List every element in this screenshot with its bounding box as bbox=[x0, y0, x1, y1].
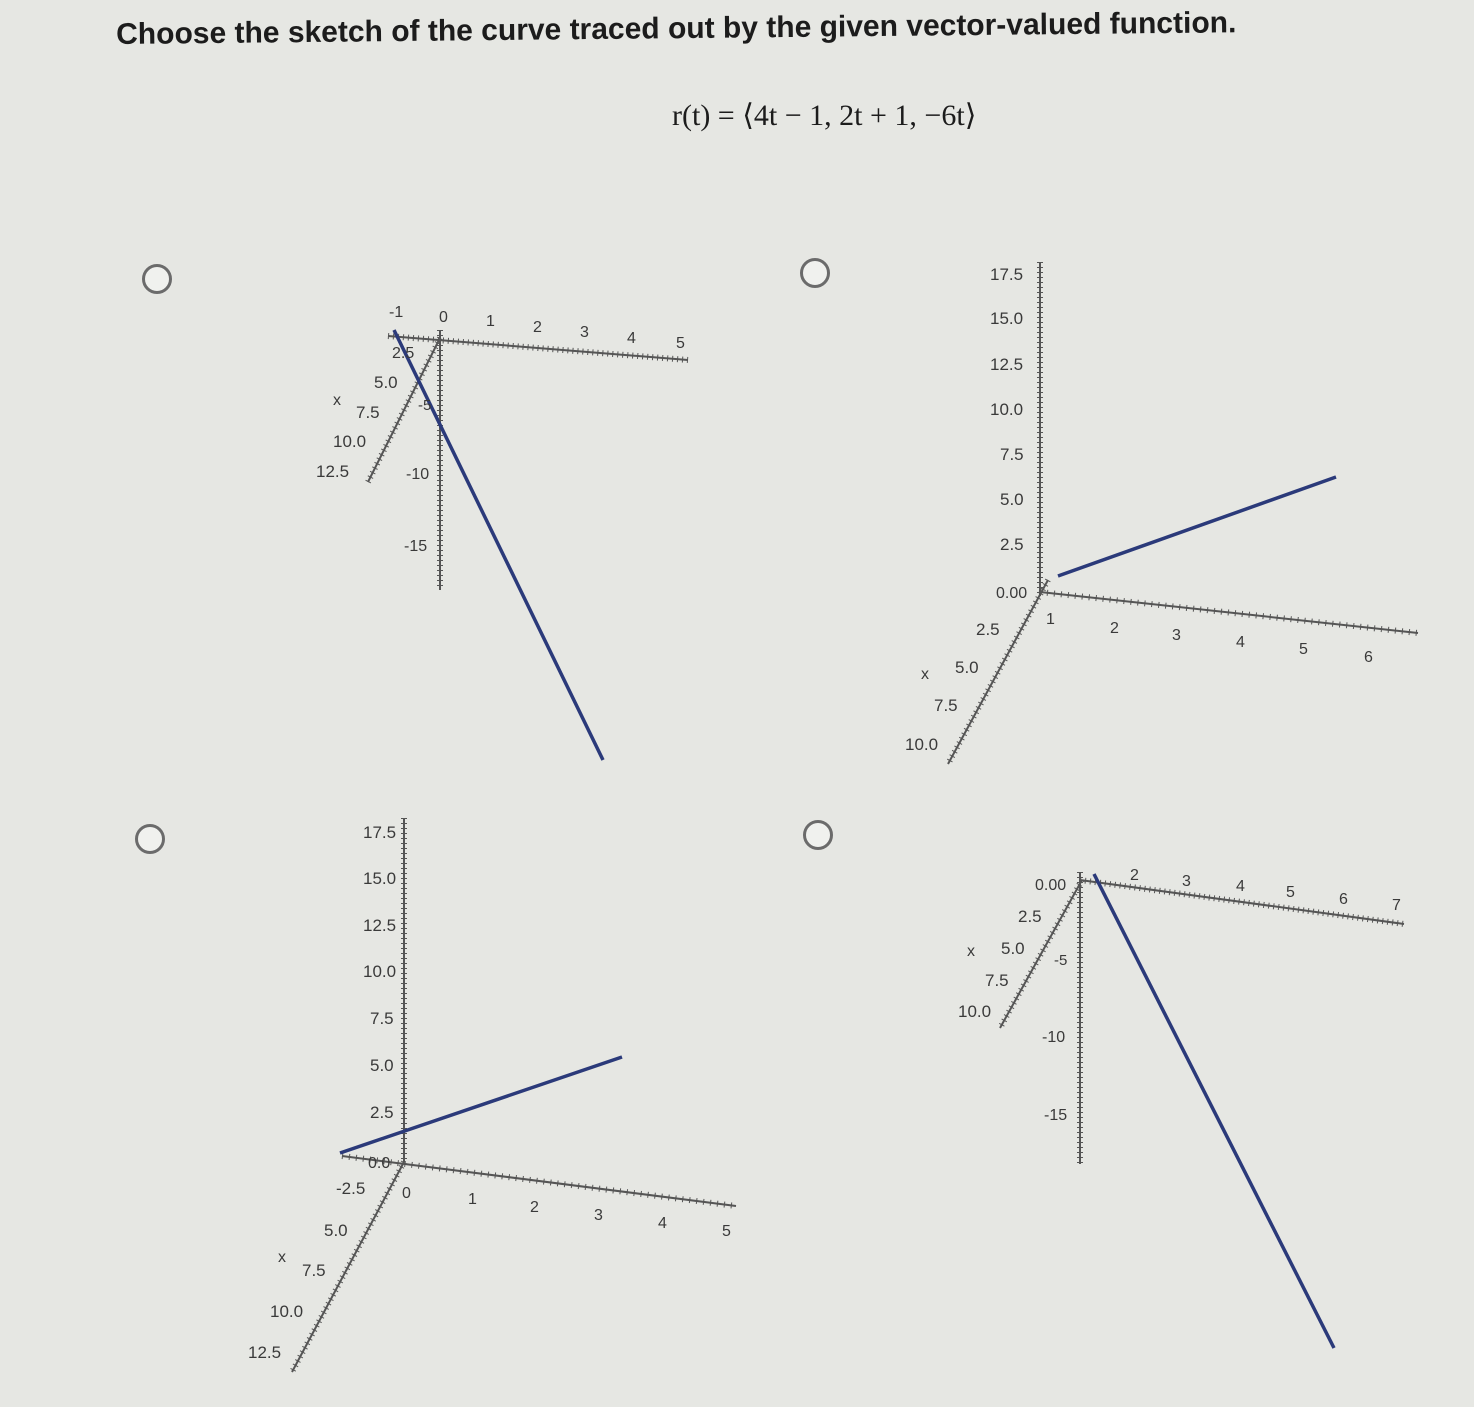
option-c-x-tick: 10.0 bbox=[270, 1302, 304, 1321]
option-c-z-tick: 0.0 bbox=[368, 1155, 391, 1172]
option-d-y-tick: 4 bbox=[1236, 878, 1245, 895]
option-b-x-tick: 7.5 bbox=[934, 696, 958, 715]
option-a-x-tick: 2.5 bbox=[392, 345, 415, 362]
option-d-x-tick: 7.5 bbox=[985, 971, 1009, 990]
option-d-z-tick: -5 bbox=[1054, 952, 1068, 969]
option-a-z-tick: -10 bbox=[406, 466, 430, 483]
option-d-x-tick: 2.5 bbox=[1018, 907, 1042, 926]
option-d-y-tick: 3 bbox=[1182, 873, 1191, 890]
option-c-z-tick: 12.5 bbox=[363, 916, 397, 935]
option-b-z-tick: 17.5 bbox=[990, 265, 1024, 284]
option-b-y-tick: 1 bbox=[1046, 611, 1055, 628]
option-c-z-tick: 7.5 bbox=[370, 1009, 394, 1028]
option-b-y-tick: 5 bbox=[1299, 641, 1308, 658]
option-b-z-tick: 10.0 bbox=[990, 400, 1024, 419]
option-c-z-tick: 17.5 bbox=[363, 823, 397, 842]
option-b-y-tick: 4 bbox=[1236, 634, 1245, 651]
option-d-z-tick: -15 bbox=[1044, 1107, 1068, 1124]
option-a-y-tick: 0 bbox=[439, 309, 448, 326]
option-b-z-tick: 15.0 bbox=[990, 309, 1024, 328]
option-a-y-tick: 4 bbox=[627, 330, 636, 347]
option-a-y-axis-ticks bbox=[388, 336, 688, 360]
option-b-x-label: x bbox=[921, 666, 929, 683]
option-a-x-tick: 12.5 bbox=[316, 462, 350, 481]
option-d-y-tick: 2 bbox=[1130, 867, 1139, 884]
option-d-y-tick: 5 bbox=[1286, 884, 1295, 901]
option-c-y-tick: 4 bbox=[658, 1215, 667, 1232]
option-a-y-tick: -1 bbox=[389, 304, 404, 321]
option-b-z-tick: 0.00 bbox=[996, 585, 1028, 602]
option-c-x-label: x bbox=[278, 1249, 286, 1266]
option-a-y-tick: 5 bbox=[676, 335, 685, 352]
option-d-x-label: x bbox=[967, 943, 975, 960]
option-d-x-tick: 10.0 bbox=[958, 1002, 992, 1021]
option-c-y-tick: 1 bbox=[468, 1191, 477, 1208]
option-d-y-tick: 6 bbox=[1339, 891, 1348, 908]
option-c-graph[interactable] bbox=[248, 818, 736, 1372]
option-a-x-tick: 7.5 bbox=[356, 403, 380, 422]
option-b-y-tick: 2 bbox=[1110, 620, 1119, 637]
vector-function-formula: r(t) = ⟨4t − 1, 2t + 1, −6t⟩ bbox=[672, 99, 977, 132]
option-d-y-tick: 7 bbox=[1392, 897, 1401, 914]
option-c-z-tick: 2.5 bbox=[370, 1103, 394, 1122]
option-c-x-tick: 12.5 bbox=[248, 1343, 282, 1362]
option-b-z-tick: 2.5 bbox=[1000, 535, 1024, 554]
option-b-y-axis bbox=[1040, 592, 1418, 633]
option-b-y-tick: 3 bbox=[1172, 627, 1181, 644]
option-a-y-tick: 3 bbox=[580, 324, 589, 341]
option-d-z-tick: 0.00 bbox=[1035, 877, 1067, 894]
option-a-y-tick: 2 bbox=[533, 319, 542, 336]
option-a-x-tick: 5.0 bbox=[374, 373, 398, 392]
option-a-y-tick: 1 bbox=[486, 313, 495, 330]
option-c-z-tick: 10.0 bbox=[363, 962, 397, 981]
option-b-x-tick: 2.5 bbox=[976, 620, 1000, 639]
option-b-x-tick: 5.0 bbox=[955, 658, 979, 677]
option-a-x-tick: 10.0 bbox=[333, 432, 367, 451]
option-c-y-tick: 3 bbox=[594, 1207, 603, 1224]
option-b-z-tick: 12.5 bbox=[990, 355, 1024, 374]
option-b-x-tick: 10.0 bbox=[905, 735, 939, 754]
option-c-y-tick: 2 bbox=[530, 1199, 539, 1216]
option-a-z-tick: -15 bbox=[404, 538, 428, 555]
question-prompt: Choose the sketch of the curve traced out by the given vector-valued function. bbox=[116, 6, 1237, 51]
option-b-z-tick: 7.5 bbox=[1000, 445, 1024, 464]
option-d-z-tick: -10 bbox=[1042, 1029, 1066, 1046]
option-d-x-tick: 5.0 bbox=[1001, 939, 1025, 958]
option-a-x-label: x bbox=[333, 392, 341, 409]
option-b-curve bbox=[1058, 477, 1336, 576]
option-c-x-tick: -2.5 bbox=[336, 1179, 366, 1198]
option-b-y-tick: 6 bbox=[1364, 649, 1373, 666]
option-c-z-tick: 5.0 bbox=[370, 1056, 394, 1075]
option-b-z-tick: 5.0 bbox=[1000, 490, 1024, 509]
option-c-z-tick: 15.0 bbox=[363, 869, 397, 888]
option-c-y-tick: 0 bbox=[402, 1185, 411, 1202]
option-d-curve bbox=[1094, 874, 1334, 1348]
option-c-y-tick: 5 bbox=[722, 1223, 731, 1240]
option-a-z-tick: -5 bbox=[418, 397, 432, 414]
option-a-graph[interactable] bbox=[316, 304, 688, 760]
option-b-graph[interactable] bbox=[905, 262, 1418, 764]
option-c-x-tick: 5.0 bbox=[324, 1221, 348, 1240]
option-d-graph[interactable] bbox=[958, 867, 1404, 1348]
option-c-x-tick: 7.5 bbox=[302, 1261, 326, 1280]
